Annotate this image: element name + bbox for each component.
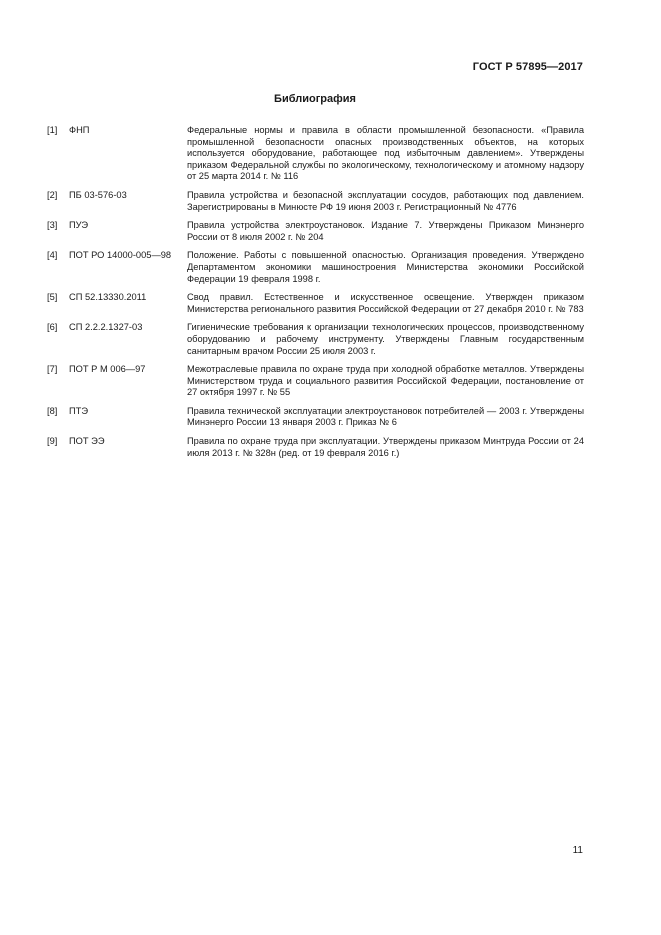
entry-code: ПТЭ xyxy=(69,405,89,416)
entry-number: [9] xyxy=(47,436,58,447)
bibliography-entry xyxy=(47,190,584,213)
entry-description: Правила устройства электроустановок. Издание 7. Утверждены Приказом Минэнерго России от 8 июля 2002 г. № 204 xyxy=(187,220,584,242)
bibliography-entry xyxy=(47,364,584,399)
entry-number: [7] xyxy=(47,364,58,375)
bibliography-entry xyxy=(47,220,584,243)
entry-description: Свод правил. Естественное и искусственное освещение. Утвержден приказом Министерства регионального развития Российской Федерации от 27 декабря 2010 г. № 783 xyxy=(187,292,584,314)
entry-number: [8] xyxy=(47,405,58,416)
entry-description: Федеральные нормы и правила в области промышленной безопасности. «Правила промышленной безопасности опасных производственных объектов, на которых используется оборудование, работающее под избыточным давлением». Утверждены приказом Федеральной службы по экологическому, технологическому и атомному надзору от 25 марта 2014 г. № 116 xyxy=(187,125,584,182)
entry-code: СП 52.13330.2011 xyxy=(69,292,147,303)
entry-number: [5] xyxy=(47,292,58,303)
entry-number: [6] xyxy=(47,322,58,333)
bibliography-entry xyxy=(47,406,584,429)
document-code: ГОСТ Р 57895—2017 xyxy=(472,61,583,73)
entry-description: Гигиенические требования к организации технологических процессов, производственному оборудованию и рабочему инструменту. Утверждены Главным государственным санитарным врачом России 25 июля 2003 г. xyxy=(187,322,584,356)
entry-code: ПОТ РО 14000-005—98 xyxy=(69,250,172,261)
entry-code: ФНП xyxy=(69,125,90,135)
entry-code: СП 2.2.2.1327-03 xyxy=(69,322,143,333)
entry-description: Правила по охране труда при эксплуатации. Утверждены приказом Минтруда России от 24 июля 2013 г. № 328н (ред. от 19 февраля 2016 г.) xyxy=(187,436,584,458)
entry-code: ПОТ ЭЭ xyxy=(69,436,105,447)
bibliography-entry xyxy=(47,322,584,357)
entry-description: Правила технической эксплуатации электроустановок потребителей — 2003 г. Утверждены Минэнерго России 13 января 2003 г. Приказ № 6 xyxy=(187,405,584,428)
entry-code: ПОТ Р М 006—97 xyxy=(69,364,146,375)
entry-number: [3] xyxy=(47,220,58,231)
bibliography-entry xyxy=(47,125,584,183)
entry-description: Межотраслевые правила по охране труда при холодной обработке металлов. Утверждены Министерством труда и социального развития Российской Федерации, постановление от 27 октября 1997 г. № 55 xyxy=(187,364,584,398)
entry-description: Правила устройства и безопасной эксплуатации сосудов, работающих под давлением. Зарегистрированы в Минюсте РФ 19 июня 2003 г. Регистрационный № 4776 xyxy=(187,189,584,212)
entry-code: ПБ 03-576-03 xyxy=(69,189,127,200)
bibliography-entry xyxy=(47,436,584,459)
entry-number: [1] xyxy=(47,125,58,135)
entry-number: [4] xyxy=(47,250,58,261)
page-number: 11 xyxy=(572,845,583,856)
bibliography-entry xyxy=(47,250,584,285)
entry-code: ПУЭ xyxy=(69,220,89,231)
bibliography-list xyxy=(47,125,584,466)
entry-description: Положение. Работы с повышенной опасностью. Организация проведения. Утверждено Департаментом экономики машиностроения Министерства экономики Российской Федерации 19 февраля 1998 г. xyxy=(187,250,584,284)
page-title: Библиография xyxy=(274,93,356,105)
entry-number: [2] xyxy=(47,189,58,200)
bibliography-entry xyxy=(47,292,584,315)
